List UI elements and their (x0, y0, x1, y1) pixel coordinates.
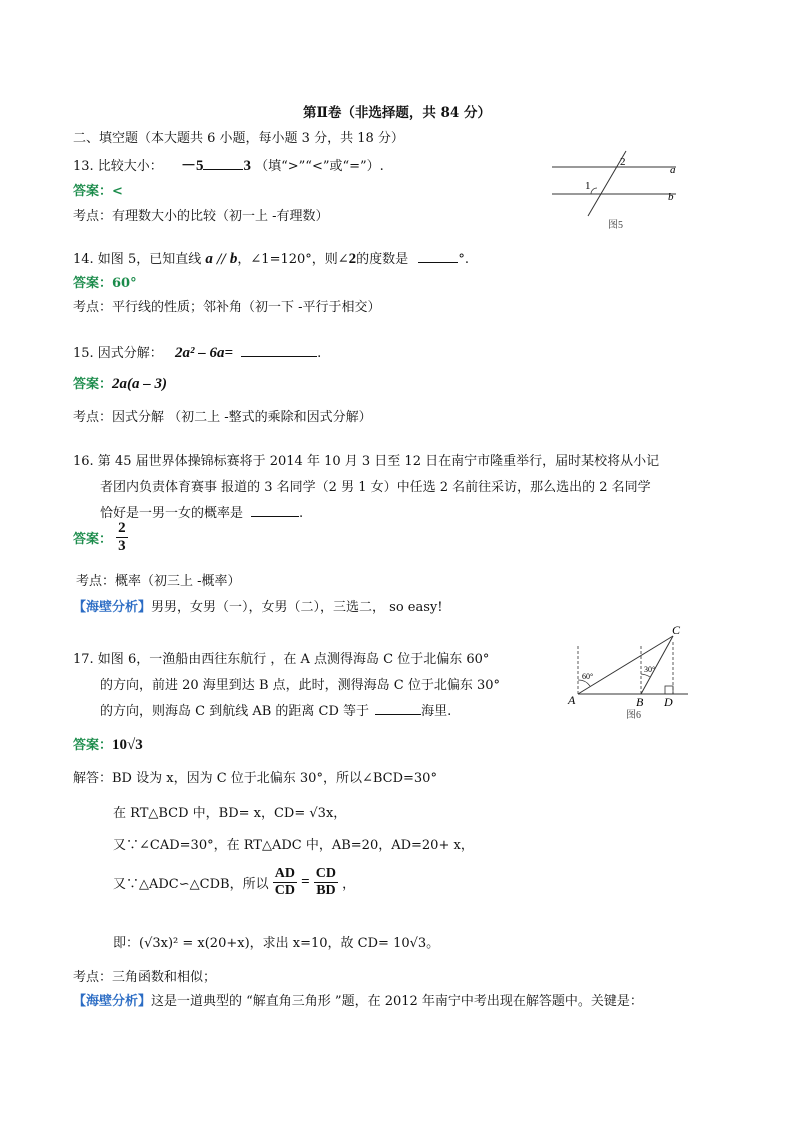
question-16-line2: 者团内负责体育赛事 报道的 3 名同学（2 男 1 女）中任选 2 名前往采访，那么选出的 2 名同学 (100, 480, 651, 495)
line-b-label: b (668, 191, 674, 203)
figure-5-caption: 图5 (608, 220, 623, 230)
figure-5 (548, 148, 688, 230)
section-heading: 二、填空题（本大题共 6 小题，每小题 3 分，共 18 分） (73, 131, 404, 146)
kaodian-15: 考点：因式分解 （初二上 -整式的乘除和因式分解） (73, 410, 372, 425)
question-13: 13. 比较大小： －5 3 （填“>”“<”或“=”）. (73, 158, 384, 174)
kaodian-14: 考点：平行线的性质；邻补角（初一下 -平行于相交） (73, 300, 381, 315)
angle-2-label: 2 (620, 156, 626, 168)
analysis-17: 【海壁分析】这是一道典型的 “解直角三角形 ”题，在 2012 年南宁中考出现在解答题中。关键是： (73, 994, 643, 1009)
answer-16: 答案： $\frac{2}{3}$ (73, 520, 126, 554)
question-16-line1: 16. 第 45 届世界体操锦标赛将于 2014 年 10 月 3 日至 12 日在南宁市隆重举行，届时某校将从小记 (73, 454, 660, 469)
figure-6 (564, 622, 694, 722)
analysis-16: 【海壁分析】男男，女男（一），女男（二），三选二， so easy! (73, 600, 443, 615)
angle-30-label: 30° (644, 665, 656, 674)
kaodian-13: 考点：有理数大小的比较（初一上 -有理数） (73, 209, 329, 224)
question-17-line2: 的方向，前进 20 海里到达 B 点，此时，测得海岛 C 位于北偏东 30° (100, 678, 501, 693)
kaodian-16: 考点：概率（初三上 -概率） (76, 574, 241, 589)
solution-17-line2: 在 RT△BCD 中，BD= x，CD= √3x， (113, 806, 347, 821)
line-a-label: a (670, 164, 676, 176)
point-a-label: A (568, 693, 576, 707)
angle-1-label: 1 (585, 180, 591, 192)
solution-17-line5: 即：(√3x)² = x(20+x)，求出 x=10，故 CD= 10√3。 (113, 936, 440, 951)
point-c-label: C (672, 623, 681, 637)
question-16-line3: 恰好是一男一女的概率是 . (100, 506, 304, 521)
question-15: 15. 因式分解： 2a² – 6a= . (73, 345, 322, 361)
question-14: 14. 如图 5，已知直线 a // b，∠1=120°，则∠2的度数是 °. (73, 251, 469, 267)
answer-14: 答案：60° (73, 276, 137, 291)
figure-6-caption: 图6 (626, 710, 641, 721)
page-title: 第Ⅱ卷（非选择题，共 84 分） (302, 105, 492, 121)
angle-60-label: 60° (582, 672, 594, 681)
solution-17-line1: 解答：BD 设为 x，因为 C 位于北偏东 30°，所以∠BCD=30° (73, 771, 437, 786)
point-d-label: D (664, 695, 673, 709)
answer-13: 答案：< (73, 184, 123, 199)
question-17-line1: 17. 如图 6，一渔船由西往东航行 ，在 A 点测得海岛 C 位于北偏东 60° (73, 652, 490, 667)
question-17-line3: 的方向，则海岛 C 到航线 AB 的距离 CD 等于 海里. (100, 704, 452, 719)
kaodian-17: 考点：三角函数和相似； (73, 970, 217, 985)
point-b-label: B (636, 695, 644, 709)
answer-15: 答案：2a(a – 3) (73, 376, 168, 392)
answer-17: 答案：10√3 (73, 737, 143, 753)
solution-17-line4: 又∵△ADC∽△CDB，所以 $\frac{AD}{CD}$ = $\frac{CD}{BD}$ ， (113, 866, 356, 898)
solution-17-line3: 又∵∠CAD=30°，在 RT△ADC 中，AB=20，AD=20+ x， (113, 838, 474, 853)
